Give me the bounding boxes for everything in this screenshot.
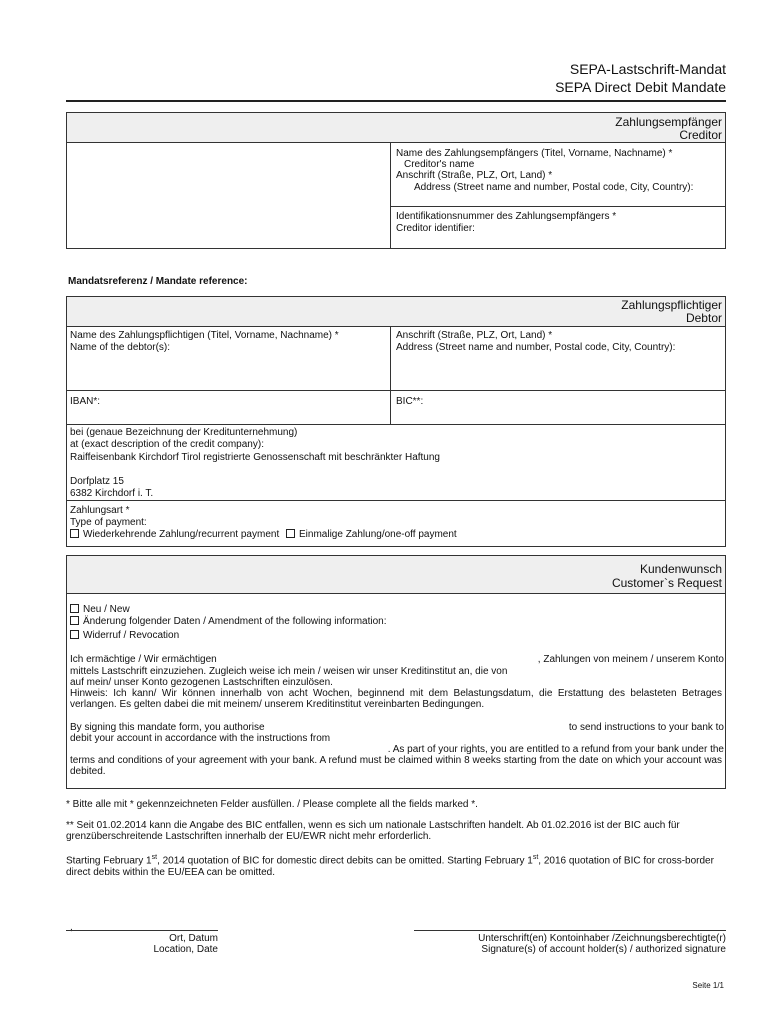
note-bic-en-part-a: Starting February 1 bbox=[66, 855, 152, 867]
debtor-divider bbox=[390, 326, 391, 424]
debtor-header-rule bbox=[66, 326, 726, 327]
auth-de-end: , Zahlungen von meinem / unserem Konto bbox=[537, 654, 724, 665]
request-heading-de: Kundenwunsch bbox=[639, 562, 722, 576]
bank-label-de: bei (genaue Bezeichnung der Kreditunternehmung) bbox=[70, 427, 298, 438]
note-sup-b: st bbox=[532, 854, 539, 861]
option-amend-checkbox[interactable] bbox=[70, 616, 79, 625]
rights-en-rest: terms and conditions of your agreement with your bank. A refund must be claimed within 8 weeks starting from the date on which your account was debited. bbox=[70, 755, 722, 777]
debtor-payment-rule bbox=[66, 500, 726, 501]
creditor-heading-en: Creditor bbox=[679, 128, 722, 142]
bic-label: BIC**: bbox=[396, 396, 424, 407]
payment-type-label-en: Type of payment: bbox=[70, 517, 147, 528]
iban-label: IBAN*: bbox=[70, 396, 101, 407]
oneoff-payment-checkbox[interactable] bbox=[286, 529, 295, 538]
auth-de-line2: mittels Lastschrift einzuziehen. Zugleich weise ich mein / weisen wir unser Kreditinstitut an, die von bbox=[70, 666, 508, 677]
request-header-rule bbox=[66, 593, 726, 594]
creditor-id-rule bbox=[390, 206, 726, 207]
payment-type-options bbox=[70, 529, 457, 540]
creditor-heading-de: Zahlungsempfänger bbox=[615, 115, 722, 129]
recurrent-payment-checkbox[interactable] bbox=[70, 529, 79, 538]
debtor-heading-en: Debtor bbox=[685, 311, 722, 325]
creditor-address-label-de: Anschrift (Straße, PLZ, Ort, Land) * bbox=[396, 170, 553, 181]
note-bic-en bbox=[66, 852, 722, 879]
note-bic-en-part-c: , 2016 quotation of BIC for cross-border direct debits within the EU/EEA can be omitted. bbox=[66, 855, 714, 879]
option-new-row bbox=[70, 604, 130, 615]
place-label-de: Ort, Datum bbox=[169, 933, 218, 944]
note-bic-en-part-b: , 2014 quotation of BIC for domestic direct debits can be omitted. Starting February 1 bbox=[157, 855, 533, 867]
option-revoke-checkbox[interactable] bbox=[70, 630, 79, 639]
note-bic-de: ** Seit 01.02.2014 kann die Angabe des BIC entfallen, wenn es sich um nationale Lastschriften handelt. Ab 01.02.2016 ist der BIC auch für grenzüberschreitende Lastschriften innerhalb der EU/EWR nicht mehr erforderlich. bbox=[66, 820, 680, 842]
debtor-address-label-de: Anschrift (Straße, PLZ, Ort, Land) * bbox=[396, 330, 553, 341]
page-number: Seite 1/1 bbox=[692, 981, 724, 990]
signature-label-de: Unterschrift(en) Kontoinhaber /Zeichnungsberechtigte(r) bbox=[478, 933, 726, 944]
place-date-line[interactable] bbox=[66, 930, 218, 931]
creditor-name-label-de: Name des Zahlungsempfängers (Titel, Vorname, Nachname) * bbox=[396, 148, 673, 159]
creditor-id-label-en: Creditor identifier: bbox=[396, 223, 475, 234]
mandate-reference-label: Mandatsreferenz / Mandate reference: bbox=[68, 276, 248, 287]
rights-en-start: . As part of your rights, you are entitled to a refund from your bank under the bbox=[387, 744, 724, 755]
debtor-iban-rule bbox=[66, 390, 726, 391]
creditor-id-label-de: Identifikationsnummer des Zahlungsempfängers * bbox=[396, 211, 617, 222]
title-de: SEPA-Lastschrift-Mandat bbox=[569, 61, 726, 77]
bank-name: Raiffeisenbank Kirchdorf Tirol registrierte Genossenschaft mit beschränkter Haftung bbox=[70, 452, 440, 463]
option-revoke-label: Widerruf / Revocation bbox=[83, 630, 180, 641]
title-en: SEPA Direct Debit Mandate bbox=[555, 79, 726, 95]
debtor-bank-rule bbox=[66, 424, 726, 425]
auth-de-start: Ich ermächtige / Wir ermächtigen bbox=[70, 654, 217, 665]
recurrent-payment-label: Wiederkehrende Zahlung/recurrent payment bbox=[83, 529, 280, 540]
option-amend-label: Änderung folgender Daten / Amendment of the following information: bbox=[83, 616, 387, 627]
debtor-heading-de: Zahlungspflichtiger bbox=[621, 298, 722, 312]
signature-label-en: Signature(s) of account holder(s) / authorized signature bbox=[481, 944, 726, 955]
option-new-label: Neu / New bbox=[83, 604, 130, 615]
auth-de-line3: auf mein/ unser Konto gezogenen Lastschriften einzulösen. bbox=[70, 677, 333, 688]
auth-en-start: By signing this mandate form, you authorise bbox=[70, 722, 265, 733]
request-heading-en: Customer`s Request bbox=[611, 576, 722, 590]
header-rule bbox=[66, 100, 726, 102]
option-amend-row bbox=[70, 616, 387, 627]
auth-en-line2: debit your account in accordance with the instructions from bbox=[70, 733, 331, 744]
note-sup-a: st bbox=[151, 854, 158, 861]
creditor-divider bbox=[390, 142, 391, 249]
option-new-checkbox[interactable] bbox=[70, 604, 79, 613]
bank-street: Dorfplatz 15 bbox=[70, 476, 124, 487]
payment-type-label-de: Zahlungsart * bbox=[70, 505, 130, 516]
signature-comma: , bbox=[70, 922, 73, 933]
bank-city: 6382 Kirchdorf i. T. bbox=[70, 488, 154, 499]
place-label-en: Location, Date bbox=[153, 944, 218, 955]
note-required: * Bitte alle mit * gekennzeichneten Felder ausfüllen. / Please complete all the fields marked *. bbox=[66, 799, 478, 810]
creditor-address-label-en: Address (Street name and number, Postal code, City, Country): bbox=[414, 182, 694, 193]
creditor-header-rule bbox=[66, 142, 726, 143]
bank-label-en: at (exact description of the credit company): bbox=[70, 439, 264, 450]
debtor-address-label-en: Address (Street name and number, Postal code, City, Country): bbox=[396, 342, 676, 353]
hint-de: Hinweis: Ich kann/ Wir können innerhalb von acht Wochen, beginnend mit dem Belastungsdatum, die Erstattung des belasteten Betrages verlangen. Es gelten dabei die mit meinem/ unserem Kreditinstitut vereinbarten Bedingungen. bbox=[70, 688, 722, 710]
option-revoke-row bbox=[70, 630, 179, 641]
auth-en-end: to send instructions to your bank to bbox=[568, 722, 724, 733]
creditor-name-label-en: Creditor's name bbox=[404, 159, 475, 170]
debtor-name-label-en: Name of the debtor(s): bbox=[70, 342, 171, 353]
signature-line[interactable] bbox=[414, 930, 726, 931]
oneoff-payment-label: Einmalige Zahlung/one-off payment bbox=[299, 529, 457, 540]
debtor-name-label-de: Name des Zahlungspflichtigen (Titel, Vorname, Nachname) * bbox=[70, 330, 339, 341]
